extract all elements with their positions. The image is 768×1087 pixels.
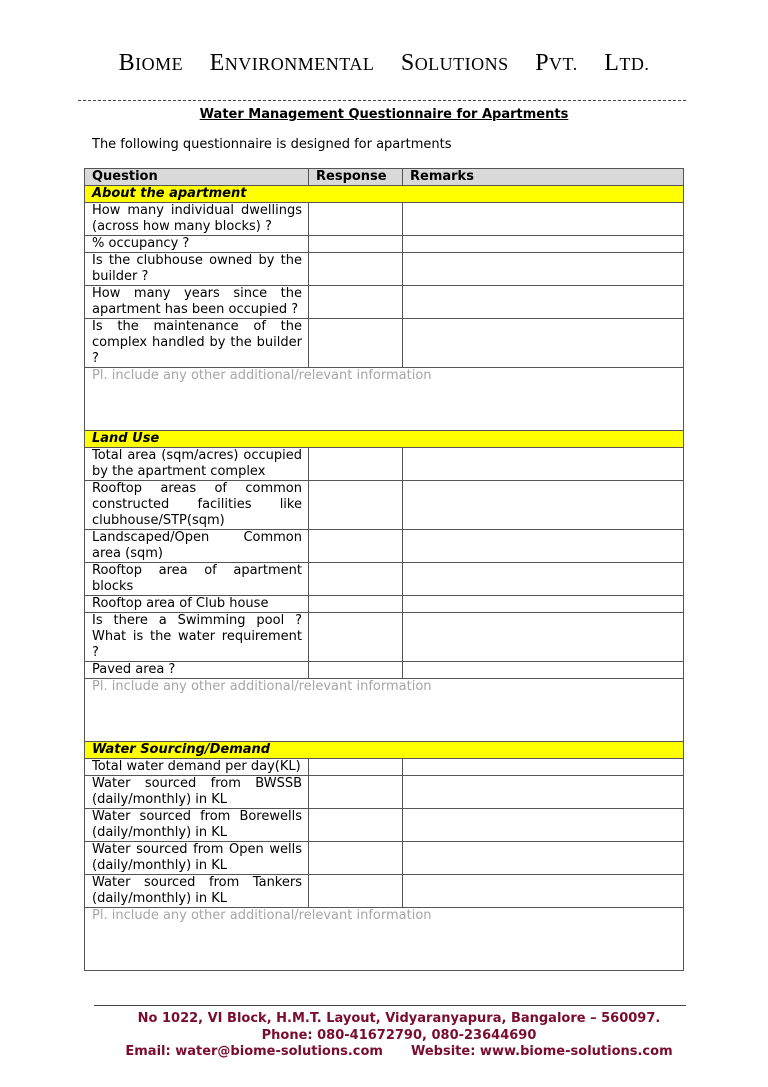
response-cell[interactable] [309, 448, 403, 481]
question-row [85, 759, 684, 776]
remarks-cell[interactable] [403, 253, 684, 286]
footer-email: Email: water@biome-solutions.com [125, 1044, 383, 1059]
question-text: Is the maintenance of the complex handled by the builder ? [85, 319, 309, 368]
question-text: % occupancy ? [85, 236, 309, 253]
remarks-cell[interactable] [403, 809, 684, 842]
response-cell[interactable] [309, 662, 403, 679]
response-cell[interactable] [309, 596, 403, 613]
response-cell[interactable] [309, 875, 403, 908]
question-row [85, 448, 684, 481]
remarks-cell[interactable] [403, 759, 684, 776]
response-cell[interactable] [309, 319, 403, 368]
footer-phone: Phone: 080-41672790, 080-23644690 [261, 1028, 537, 1043]
footer-divider [94, 1005, 686, 1006]
footer-website: Website: www.biome-solutions.com [410, 1044, 673, 1059]
remarks-cell[interactable] [403, 203, 684, 236]
response-cell[interactable] [309, 809, 403, 842]
additional-info-row [85, 679, 684, 742]
question-text: Water sourced from BWSSB (daily/monthly) in KL [85, 776, 309, 809]
remarks-cell[interactable] [403, 662, 684, 679]
company-word-1: BIOME [118, 50, 184, 76]
remarks-cell[interactable] [403, 875, 684, 908]
footer-contact [84, 1044, 714, 1059]
question-text: Total area (sqm/acres) occupied by the apartment complex [85, 448, 309, 481]
remarks-cell[interactable] [403, 842, 684, 875]
question-text: Water sourced from Tankers (daily/monthly) in KL [85, 875, 309, 908]
remarks-cell[interactable] [403, 481, 684, 530]
additional-info-row [85, 368, 684, 431]
response-cell[interactable] [309, 286, 403, 319]
question-row [85, 236, 684, 253]
question-text: Paved area ? [85, 662, 309, 679]
company-word-3: SOLUTIONS [400, 50, 509, 76]
remarks-cell[interactable] [403, 319, 684, 368]
remarks-cell[interactable] [403, 286, 684, 319]
question-row [85, 286, 684, 319]
company-word-2: ENVIRONMENTAL [209, 50, 375, 76]
questionnaire-table [84, 168, 684, 971]
additional-info-field[interactable]: Pl. include any other additional/relevant information [85, 679, 684, 742]
column-header-question: Question [85, 169, 309, 186]
additional-info-field[interactable]: Pl. include any other additional/relevant information [85, 908, 684, 971]
question-text: Rooftop area of Club house [85, 596, 309, 613]
header-divider [78, 100, 686, 101]
section-header-row [85, 186, 684, 203]
section-title: Water Sourcing/Demand [85, 742, 684, 759]
question-row [85, 613, 684, 662]
question-row [85, 809, 684, 842]
remarks-cell[interactable] [403, 530, 684, 563]
question-text: Is there a Swimming pool ? What is the water requirement ? [85, 613, 309, 662]
response-cell[interactable] [309, 203, 403, 236]
section-header-row [85, 431, 684, 448]
question-text: Water sourced from Borewells (daily/monthly) in KL [85, 809, 309, 842]
response-cell[interactable] [309, 530, 403, 563]
question-row [85, 596, 684, 613]
remarks-cell[interactable] [403, 236, 684, 253]
remarks-cell[interactable] [403, 448, 684, 481]
question-row [85, 481, 684, 530]
question-text: How many years since the apartment has been occupied ? [85, 286, 309, 319]
additional-info-row [85, 908, 684, 971]
company-word-5: LTD. [604, 50, 650, 76]
response-cell[interactable] [309, 776, 403, 809]
response-cell[interactable] [309, 759, 403, 776]
remarks-cell[interactable] [403, 596, 684, 613]
question-text: Rooftop area of apartment blocks [85, 563, 309, 596]
response-cell[interactable] [309, 563, 403, 596]
question-row [85, 875, 684, 908]
additional-info-field[interactable]: Pl. include any other additional/relevant information [85, 368, 684, 431]
question-row [85, 319, 684, 368]
response-cell[interactable] [309, 236, 403, 253]
intro-text: The following questionnaire is designed for apartments [92, 137, 452, 152]
question-row [85, 203, 684, 236]
question-row [85, 662, 684, 679]
question-row [85, 253, 684, 286]
question-text: Total water demand per day(KL) [85, 759, 309, 776]
section-title: About the apartment [85, 186, 684, 203]
company-name [0, 50, 768, 77]
question-row [85, 563, 684, 596]
column-header-remarks: Remarks [403, 169, 684, 186]
remarks-cell[interactable] [403, 563, 684, 596]
question-text: Landscaped/Open Common area (sqm) [85, 530, 309, 563]
company-word-4: PVT. [535, 50, 578, 76]
question-text: Is the clubhouse owned by the builder ? [85, 253, 309, 286]
question-text: Water sourced from Open wells (daily/monthly) in KL [85, 842, 309, 875]
response-cell[interactable] [309, 481, 403, 530]
response-cell[interactable] [309, 253, 403, 286]
response-cell[interactable] [309, 613, 403, 662]
question-row [85, 776, 684, 809]
section-title: Land Use [85, 431, 684, 448]
table-header-row [85, 169, 684, 186]
question-row [85, 530, 684, 563]
question-text: Rooftop areas of common constructed facilities like clubhouse/STP(sqm) [85, 481, 309, 530]
response-cell[interactable] [309, 842, 403, 875]
remarks-cell[interactable] [403, 776, 684, 809]
document-title: Water Management Questionnaire for Apartments [199, 107, 569, 122]
question-text: How many individual dwellings (across how many blocks) ? [85, 203, 309, 236]
remarks-cell[interactable] [403, 613, 684, 662]
question-row [85, 842, 684, 875]
footer-address: No 1022, VI Block, H.M.T. Layout, Vidyaranyapura, Bangalore – 560097. [137, 1011, 661, 1026]
section-header-row [85, 742, 684, 759]
column-header-response: Response [309, 169, 403, 186]
